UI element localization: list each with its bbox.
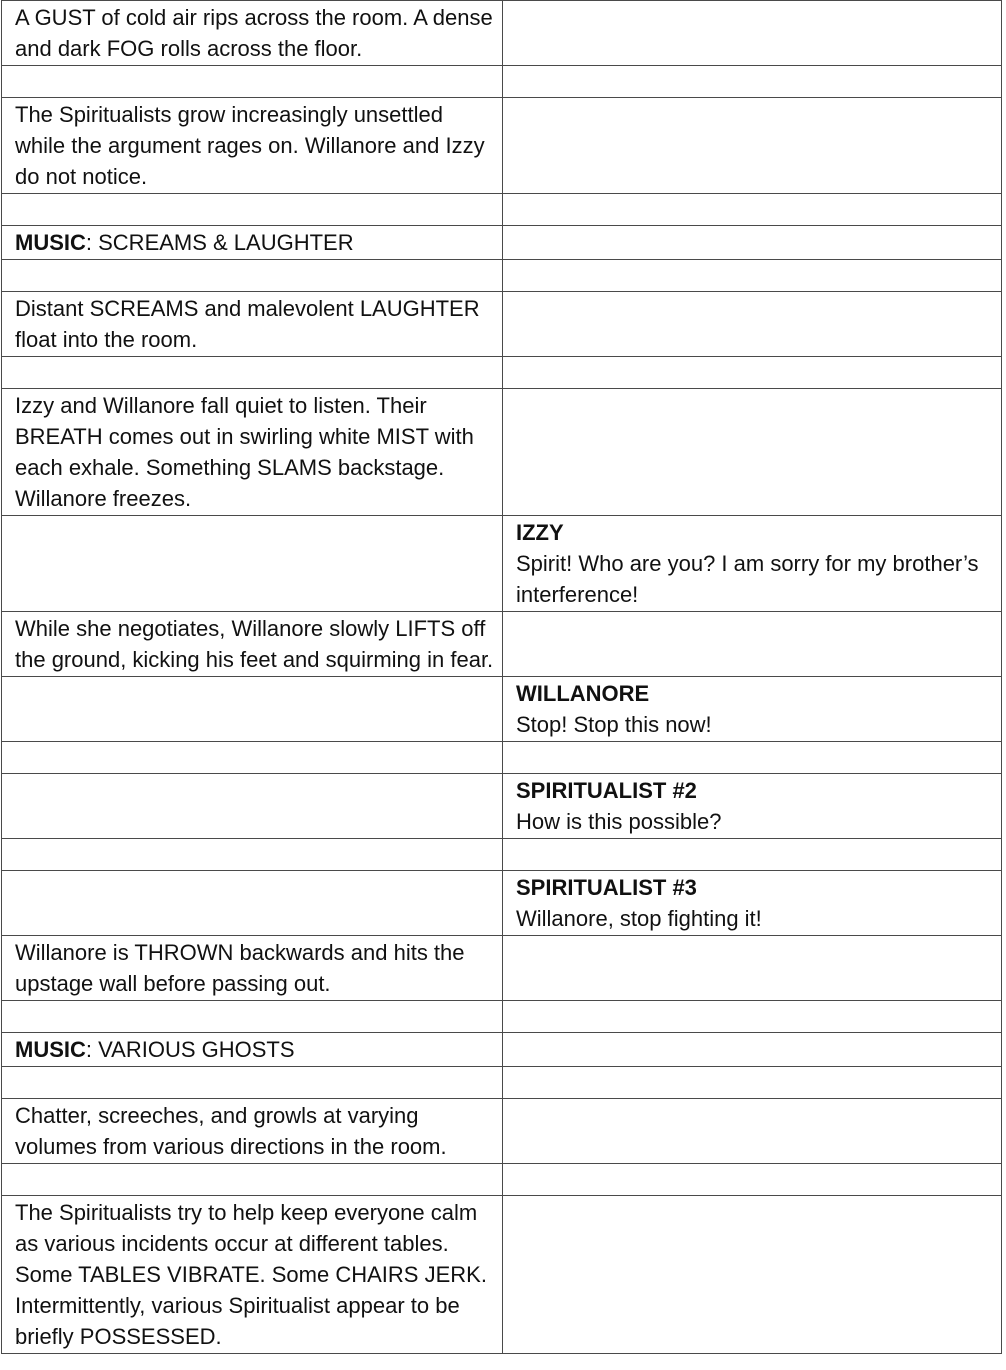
dialogue-cell [503,936,1002,1001]
dialogue-cell [503,1,1002,66]
dialogue-cell [503,677,1002,742]
table-row [2,1,1002,66]
dialogue-cell [503,839,1002,871]
dialogue-cell [503,742,1002,774]
script-table [1,0,1002,1354]
speaker-name: SPIRITUALIST #3 [516,875,697,900]
dialogue-cell [503,1033,1002,1067]
spacer-row [2,194,1002,226]
action-cell: While she negotiates, Willanore slowly LIFTS off the ground, kicking his feet and squirming in fear. [2,612,503,677]
speaker-name: WILLANORE [516,681,650,706]
dialogue-cell [503,194,1002,226]
dialogue-cell [503,1001,1002,1033]
dialogue-cell [503,98,1002,194]
table-row [2,98,1002,194]
action-cell [2,357,503,389]
action-cell [2,677,503,742]
table-row [2,1099,1002,1164]
music-cue-label: MUSIC [15,230,86,255]
action-cell [2,839,503,871]
action-cell: Willanore is THROWN backwards and hits the upstage wall before passing out. [2,936,503,1001]
dialogue-cell [503,1164,1002,1196]
action-cell: The Spiritualists try to help keep everyone calm as various incidents occur at different tables. Some TABLES VIBRATE. Some CHAIRS JERK. Intermittently, various Spiritualist appear to be briefly POSSESSED. [2,1196,503,1354]
dialogue-line: Willanore, stop fighting it! [516,906,762,931]
action-cell [2,1001,503,1033]
spacer-row [2,742,1002,774]
dialogue-cell [503,292,1002,357]
action-cell [2,66,503,98]
action-cell [2,742,503,774]
dialogue-line: Spirit! Who are you? I am sorry for my brother’s interference! [516,551,979,607]
dialogue-cell [503,774,1002,839]
table-row [2,936,1002,1001]
table-row [2,612,1002,677]
table-row [2,871,1002,936]
spacer-row [2,839,1002,871]
dialogue-cell [503,612,1002,677]
dialogue-line: Stop! Stop this now! [516,712,712,737]
dialogue-cell [503,871,1002,936]
speaker-name: SPIRITUALIST #2 [516,778,697,803]
table-row [2,226,1002,260]
spacer-row [2,1164,1002,1196]
action-cell [2,774,503,839]
table-row [2,516,1002,612]
dialogue-cell [503,357,1002,389]
action-cell: A GUST of cold air rips across the room. A dense and dark FOG rolls across the floor. [2,1,503,66]
speaker-name: IZZY [516,520,564,545]
table-row [2,1033,1002,1067]
action-cell: The Spiritualists grow increasingly unsettled while the argument rages on. Willanore and Izzy do not notice. [2,98,503,194]
table-row [2,1196,1002,1354]
music-cue-cell [2,1033,503,1067]
dialogue-cell [503,1099,1002,1164]
music-cue-cell [2,226,503,260]
spacer-row [2,1001,1002,1033]
spacer-row [2,357,1002,389]
dialogue-cell [503,1067,1002,1099]
dialogue-line: How is this possible? [516,809,722,834]
action-cell [2,260,503,292]
table-row [2,677,1002,742]
table-row [2,292,1002,357]
action-cell [2,1164,503,1196]
dialogue-cell [503,226,1002,260]
action-cell: Chatter, screeches, and growls at varying volumes from various directions in the room. [2,1099,503,1164]
action-cell [2,871,503,936]
music-cue-text: : VARIOUS GHOSTS [85,1037,295,1062]
dialogue-cell [503,1196,1002,1354]
spacer-row [2,260,1002,292]
dialogue-cell [503,389,1002,516]
dialogue-cell [503,260,1002,292]
spacer-row [2,1067,1002,1099]
action-cell: Distant SCREAMS and malevolent LAUGHTER float into the room. [2,292,503,357]
action-cell: Izzy and Willanore fall quiet to listen. Their BREATH comes out in swirling white MIST with each exhale. Something SLAMS backstage. Willanore freezes. [2,389,503,516]
action-cell [2,1067,503,1099]
action-cell [2,516,503,612]
spacer-row [2,66,1002,98]
music-cue-text: : SCREAMS & LAUGHTER [85,230,354,255]
action-cell [2,194,503,226]
music-cue-label: MUSIC [15,1037,86,1062]
dialogue-cell [503,516,1002,612]
dialogue-cell [503,66,1002,98]
table-row [2,774,1002,839]
table-row [2,389,1002,516]
